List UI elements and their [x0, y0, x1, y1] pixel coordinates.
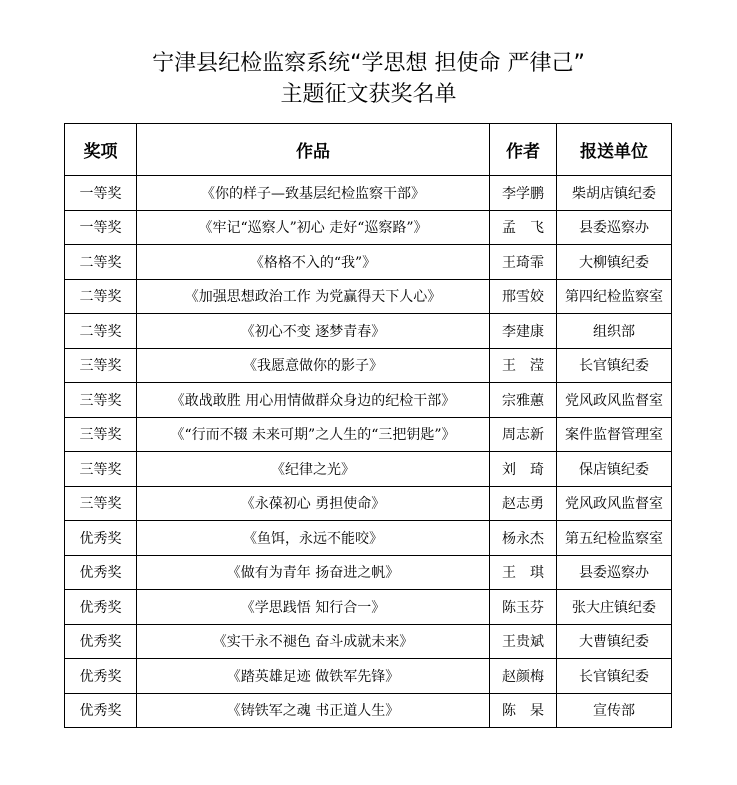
table-row — [65, 210, 672, 245]
cell-work: 《永葆初心 勇担使命》 — [137, 486, 490, 521]
cell-author: 邢雪姣 — [490, 279, 557, 314]
cell-unit: 第四纪检监察室 — [557, 279, 672, 314]
cell-award: 优秀奖 — [65, 624, 137, 659]
cell-author: 周志新 — [490, 417, 557, 452]
table-row — [65, 521, 672, 556]
cell-unit: 案件监督管理室 — [557, 417, 672, 452]
cell-unit: 县委巡察办 — [557, 555, 672, 590]
cell-award: 三等奖 — [65, 348, 137, 383]
document-title-line-1: 宁津县纪检监察系统“学思想 担使命 严律己” — [152, 51, 585, 76]
cell-unit: 长官镇纪委 — [557, 659, 672, 694]
table-row — [65, 245, 672, 280]
table-row — [65, 176, 672, 211]
cell-unit: 第五纪检监察室 — [557, 521, 672, 556]
cell-unit: 大曹镇纪委 — [557, 624, 672, 659]
cell-award: 三等奖 — [65, 486, 137, 521]
cell-author: 李建康 — [490, 314, 557, 349]
cell-work: 《做有为青年 扬奋进之帆》 — [137, 555, 490, 590]
cell-award: 优秀奖 — [65, 659, 137, 694]
cell-author: 王 琪 — [490, 555, 557, 590]
table-row — [65, 624, 672, 659]
table-row — [65, 486, 672, 521]
cell-award: 一等奖 — [65, 210, 137, 245]
cell-author: 王 滢 — [490, 348, 557, 383]
cell-unit: 县委巡察办 — [557, 210, 672, 245]
cell-award: 二等奖 — [65, 314, 137, 349]
cell-work: 《我愿意做你的影子》 — [137, 348, 490, 383]
cell-award: 优秀奖 — [65, 693, 137, 728]
cell-unit: 张大庄镇纪委 — [557, 590, 672, 625]
cell-unit: 长官镇纪委 — [557, 348, 672, 383]
table-row — [65, 417, 672, 452]
header-work: 作品 — [137, 124, 490, 176]
cell-author: 王琦霏 — [490, 245, 557, 280]
cell-award: 三等奖 — [65, 383, 137, 418]
cell-work: 《你的样子—致基层纪检监察干部》 — [137, 176, 490, 211]
cell-work: 《敢战敢胜 用心用情做群众身边的纪检干部》 — [137, 383, 490, 418]
cell-award: 一等奖 — [65, 176, 137, 211]
header-award: 奖项 — [65, 124, 137, 176]
cell-work: 《“行而不辍 未来可期”之人生的“三把钥匙”》 — [137, 417, 490, 452]
cell-unit: 大柳镇纪委 — [557, 245, 672, 280]
cell-work: 《踏英雄足迹 做铁军先锋》 — [137, 659, 490, 694]
cell-work: 《铸铁军之魂 书正道人生》 — [137, 693, 490, 728]
cell-unit: 党风政风监督室 — [557, 383, 672, 418]
cell-author: 李学鹏 — [490, 176, 557, 211]
cell-award: 优秀奖 — [65, 590, 137, 625]
cell-award: 二等奖 — [65, 245, 137, 280]
cell-award: 二等奖 — [65, 279, 137, 314]
cell-author: 杨永杰 — [490, 521, 557, 556]
table-row — [65, 590, 672, 625]
cell-author: 宗雅蕙 — [490, 383, 557, 418]
cell-unit: 组织部 — [557, 314, 672, 349]
cell-award: 三等奖 — [65, 452, 137, 487]
table-row — [65, 659, 672, 694]
cell-work: 《牢记“巡察人”初心 走好“巡察路”》 — [137, 210, 490, 245]
cell-award: 三等奖 — [65, 417, 137, 452]
cell-work: 《鱼饵，永远不能咬》 — [137, 521, 490, 556]
cell-unit: 党风政风监督室 — [557, 486, 672, 521]
cell-author: 赵颜梅 — [490, 659, 557, 694]
header-author: 作者 — [490, 124, 557, 176]
cell-unit: 柴胡店镇纪委 — [557, 176, 672, 211]
cell-author: 刘 琦 — [490, 452, 557, 487]
cell-work: 《初心不变 逐梦青春》 — [137, 314, 490, 349]
table-body — [65, 176, 672, 728]
cell-work: 《实干永不褪色 奋斗成就未来》 — [137, 624, 490, 659]
cell-author: 陈玉芬 — [490, 590, 557, 625]
cell-work: 《纪律之光》 — [137, 452, 490, 487]
cell-author: 陈 杲 — [490, 693, 557, 728]
award-list-table — [64, 123, 672, 728]
cell-work: 《学思践悟 知行合一》 — [137, 590, 490, 625]
cell-unit: 宣传部 — [557, 693, 672, 728]
table-row — [65, 452, 672, 487]
cell-award: 优秀奖 — [65, 555, 137, 590]
cell-work: 《格格不入的“我”》 — [137, 245, 490, 280]
table-row — [65, 693, 672, 728]
cell-author: 王贵斌 — [490, 624, 557, 659]
table-header-row — [65, 124, 672, 176]
cell-work: 《加强思想政治工作 为党赢得天下人心》 — [137, 279, 490, 314]
table-row — [65, 348, 672, 383]
table-row — [65, 279, 672, 314]
cell-award: 优秀奖 — [65, 521, 137, 556]
cell-author: 孟 飞 — [490, 210, 557, 245]
header-unit: 报送单位 — [557, 124, 672, 176]
cell-unit: 保店镇纪委 — [557, 452, 672, 487]
table-row — [65, 314, 672, 349]
table-row — [65, 555, 672, 590]
cell-author: 赵志勇 — [490, 486, 557, 521]
document-title-line-2: 主题征文获奖名单 — [280, 82, 457, 107]
table-header — [65, 124, 672, 176]
table-row — [65, 383, 672, 418]
